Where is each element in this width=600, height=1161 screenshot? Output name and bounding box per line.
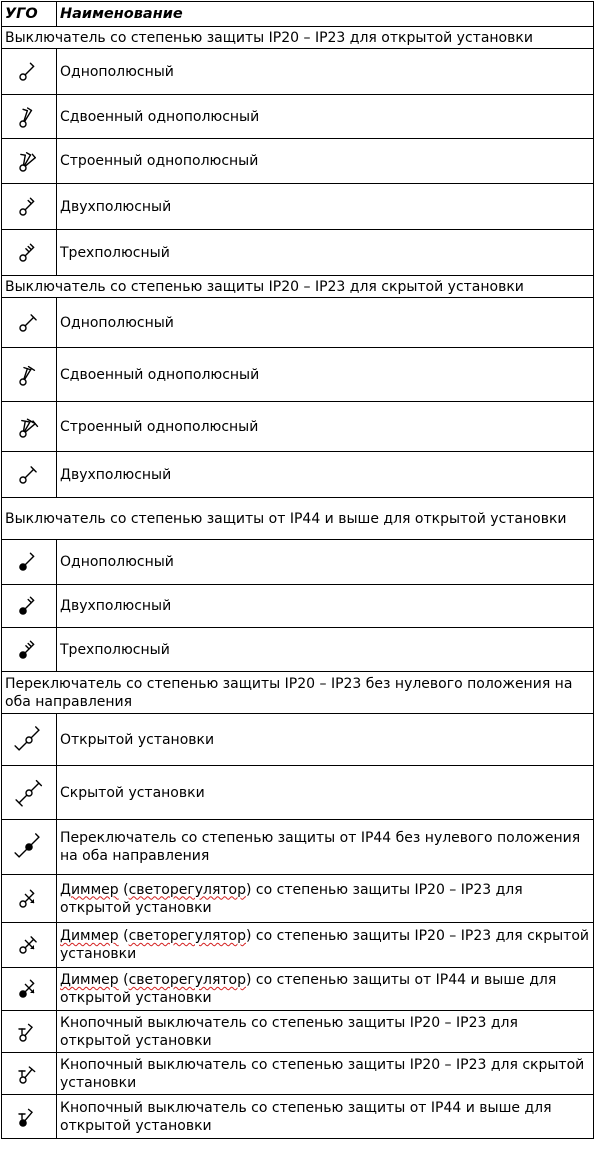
table-row	[2, 1095, 594, 1139]
item-name: Однополюсный	[57, 49, 594, 95]
section-title: Выключатель со степенью защиты от IP44 и выше для открытой установки	[2, 498, 594, 540]
switch-1pole-open-icon	[9, 55, 49, 89]
item-name: Сдвоенный однополюсный	[57, 348, 594, 402]
switch-triple-1pole-open-icon	[9, 144, 49, 178]
header-symbol: УГО	[2, 2, 57, 27]
header-name: Наименование	[57, 2, 594, 27]
table-row	[2, 1053, 594, 1095]
push-switch-open-icon	[9, 1015, 49, 1049]
dimmer-ip44-icon	[9, 972, 49, 1006]
push-switch-ip44-icon	[9, 1100, 49, 1134]
table-row	[2, 402, 594, 452]
changeover-ip44-icon	[9, 830, 49, 864]
table-row	[2, 49, 594, 95]
table-row	[2, 230, 594, 276]
table-row	[2, 452, 594, 498]
table-row	[2, 820, 594, 875]
symbol-cell	[2, 452, 57, 498]
table-row	[2, 714, 594, 766]
symbol-cell	[2, 1095, 57, 1139]
table-row	[2, 923, 594, 968]
section-row	[2, 672, 594, 714]
symbol-cell	[2, 230, 57, 276]
section-row	[2, 276, 594, 298]
switch-double-1pole-hidden-icon	[9, 358, 49, 392]
table-row	[2, 540, 594, 585]
symbol-cell	[2, 875, 57, 923]
symbol-cell	[2, 628, 57, 672]
item-name: Трехполюсный	[57, 230, 594, 276]
item-name: Сдвоенный однополюсный	[57, 95, 594, 139]
symbol-cell	[2, 402, 57, 452]
push-switch-hidden-icon	[9, 1057, 49, 1091]
symbol-cell	[2, 585, 57, 628]
switch-ip44-3pole-icon	[9, 633, 49, 667]
symbols-table	[1, 1, 594, 1139]
table-header	[2, 2, 594, 27]
item-name: Строенный однополюсный	[57, 139, 594, 184]
symbol-cell	[2, 968, 57, 1011]
switch-1pole-hidden-icon	[9, 306, 49, 340]
symbol-cell	[2, 184, 57, 230]
changeover-hidden-icon	[9, 776, 49, 810]
table-row	[2, 95, 594, 139]
symbol-cell	[2, 540, 57, 585]
switch-2pole-open-icon	[9, 190, 49, 224]
table-row	[2, 968, 594, 1011]
item-name: Переключатель со степенью защиты от IP44 без нулевого положения на оба направления	[57, 820, 594, 875]
item-name: Кнопочный выключатель со степенью защиты IP20 – IP23 для открытой установки	[57, 1011, 594, 1053]
item-name: Двухполюсный	[57, 452, 594, 498]
changeover-open-icon	[9, 723, 49, 757]
item-name: Кнопочный выключатель со степенью защиты от IP44 и выше для открытой установки	[57, 1095, 594, 1139]
item-name: Открытой установки	[57, 714, 594, 766]
table-row	[2, 184, 594, 230]
dimmer-hidden-icon	[9, 928, 49, 962]
symbol-cell	[2, 49, 57, 95]
item-name: Диммер (светорегулятор) со степенью защиты от IP44 и выше для открытой установки	[57, 968, 594, 1011]
table-row	[2, 139, 594, 184]
item-name: Кнопочный выключатель со степенью защиты IP20 – IP23 для скрытой установки	[57, 1053, 594, 1095]
table-body	[2, 27, 594, 1139]
symbol-cell	[2, 714, 57, 766]
symbol-cell	[2, 95, 57, 139]
table-row	[2, 1011, 594, 1053]
item-name: Диммер (светорегулятор) со степенью защиты IP20 – IP23 для открытой установки	[57, 875, 594, 923]
item-name: Двухполюсный	[57, 184, 594, 230]
symbol-cell	[2, 923, 57, 968]
symbol-cell	[2, 820, 57, 875]
section-row	[2, 498, 594, 540]
switch-ip44-2pole-icon	[9, 589, 49, 623]
symbol-cell	[2, 139, 57, 184]
switch-double-1pole-open-icon	[9, 100, 49, 134]
item-name: Диммер (светорегулятор) со степенью защиты IP20 – IP23 для скрытой установки	[57, 923, 594, 968]
symbol-cell	[2, 1011, 57, 1053]
table-row	[2, 348, 594, 402]
section-row	[2, 27, 594, 49]
switch-ip44-1pole-icon	[9, 545, 49, 579]
item-name: Однополюсный	[57, 540, 594, 585]
item-name: Скрытой установки	[57, 766, 594, 820]
switch-2pole-hidden-icon	[9, 458, 49, 492]
switch-triple-1pole-hidden-icon	[9, 410, 49, 444]
section-title: Выключатель со степенью защиты IP20 – IP23 для скрытой установки	[2, 276, 594, 298]
table-row	[2, 585, 594, 628]
table-row	[2, 766, 594, 820]
item-name: Однополюсный	[57, 298, 594, 348]
item-name: Двухполюсный	[57, 585, 594, 628]
symbol-cell	[2, 298, 57, 348]
section-title: Переключатель со степенью защиты IP20 – IP23 без нулевого положения на оба направления	[2, 672, 594, 714]
item-name: Строенный однополюсный	[57, 402, 594, 452]
item-name: Трехполюсный	[57, 628, 594, 672]
dimmer-open-icon	[9, 882, 49, 916]
switch-3pole-open-icon	[9, 236, 49, 270]
symbol-cell	[2, 766, 57, 820]
table-row	[2, 875, 594, 923]
table-row	[2, 628, 594, 672]
symbol-cell	[2, 348, 57, 402]
table-row	[2, 298, 594, 348]
section-title: Выключатель со степенью защиты IP20 – IP23 для открытой установки	[2, 27, 594, 49]
symbol-cell	[2, 1053, 57, 1095]
